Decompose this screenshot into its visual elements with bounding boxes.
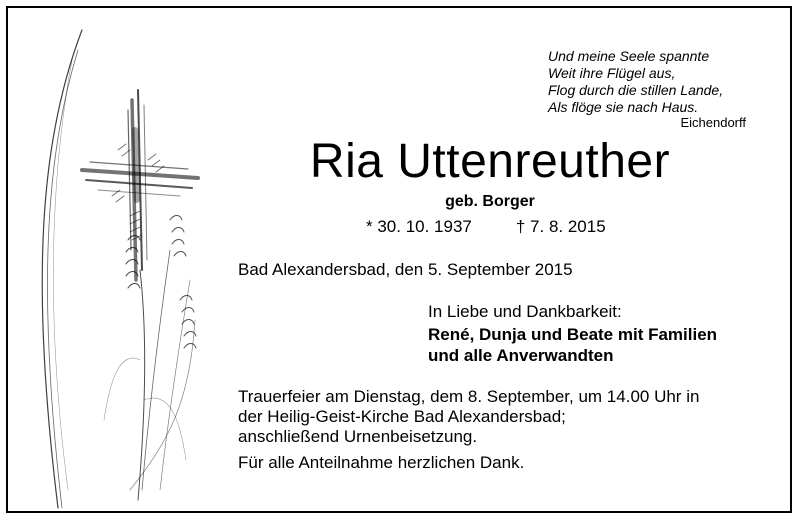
poem bbox=[548, 48, 748, 116]
closing-thanks: Für alle Anteilnahme herzlichen Dank. bbox=[238, 453, 525, 472]
funeral-info bbox=[238, 387, 699, 447]
deceased-name: Ria Uttenreuther bbox=[309, 135, 671, 188]
poem-line: Weit ihre Flügel aus, bbox=[548, 65, 676, 81]
birth-date: * 30. 10. 1937 bbox=[366, 217, 472, 236]
mourners-line: und alle Anverwandten bbox=[428, 346, 614, 365]
poem-line: Als flöge sie nach Haus. bbox=[548, 99, 699, 115]
poem-author: Eichendorff bbox=[680, 115, 746, 130]
life-dates bbox=[366, 217, 606, 237]
death-date: † 7. 8. 2015 bbox=[515, 217, 606, 236]
funeral-line: der Heilig-Geist-Kirche Bad Alexandersbad; bbox=[238, 407, 566, 426]
poem-line: Flog durch die stillen Lande, bbox=[548, 82, 724, 98]
funeral-line: anschließend Urnenbeisetzung. bbox=[238, 427, 478, 446]
place-date: Bad Alexandersbad, den 5. September 2015 bbox=[238, 260, 573, 279]
mourners-line: René, Dunja und Beate mit Familien bbox=[428, 325, 718, 344]
mourners-list bbox=[428, 324, 717, 366]
poem-line: Und meine Seele spannte bbox=[548, 48, 710, 64]
maiden-name: geb. Borger bbox=[445, 193, 535, 210]
mourners-intro: In Liebe und Dankbarkeit: bbox=[428, 302, 622, 321]
funeral-line: Trauerfeier am Dienstag, dem 8. September, um 14.00 Uhr in bbox=[238, 387, 700, 406]
cross-with-wheat-sketch-icon bbox=[20, 20, 230, 510]
